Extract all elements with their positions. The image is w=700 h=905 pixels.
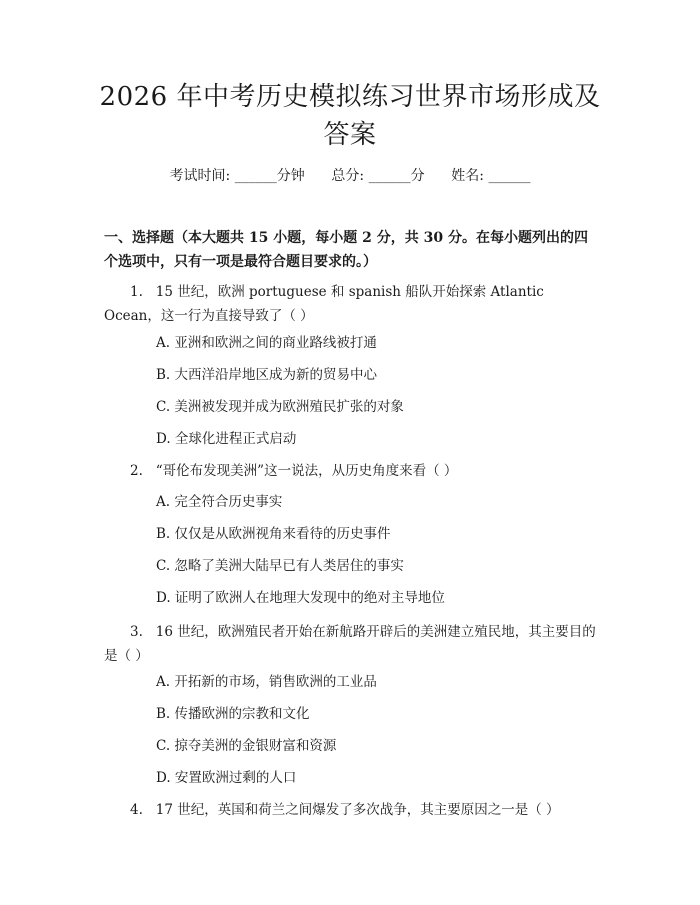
question-2-option-a: A. 完全符合历史事实 [156,494,283,510]
question-stem: 15 世纪，欧洲 portuguese 和 spanish 船队开始探索 Atlantic Ocean，这一行为直接导致了（ ） [104,284,544,324]
question-stem: 16 世纪，欧洲殖民者开始在新航路开辟后的美洲建立殖民地，其主要目的是（ ） [104,624,596,664]
question-1-option-a: A. 亚洲和欧洲之间的商业路线被打通 [156,335,377,351]
question-4 [130,798,560,822]
exam-time-unit: 分钟 [276,168,305,184]
exam-info-line [0,166,700,186]
question-3-option-b: B. 传播欧洲的宗教和文化 [156,706,310,722]
question-2 [130,459,457,483]
exam-time-label: 考试时间: [169,168,231,184]
question-1 [104,280,600,328]
question-3-option-a: A. 开拓新的市场，销售欧洲的工业品 [156,674,377,690]
question-3 [104,620,600,668]
question-3-option-d: D. 安置欧洲过剩的人口 [156,770,297,786]
name-blank: ______ [488,168,531,184]
question-2-option-b: B. 仅仅是从欧洲视角来看待的历史事件 [156,526,391,542]
question-number: 3. [130,624,143,640]
name-label: 姓名: [451,168,484,184]
question-1-option-d: D. 全球化进程正式启动 [156,431,297,447]
question-number: 2. [130,463,143,479]
total-score-blank: ______ [368,168,411,184]
question-1-option-c: C. 美洲被发现并成为欧洲殖民扩张的对象 [156,399,404,415]
question-2-option-d: D. 证明了欧洲人在地理大发现中的绝对主导地位 [156,590,445,606]
question-3-option-c: C. 掠夺美洲的金银财富和资源 [156,738,337,754]
exam-time-blank: ______ [234,168,277,184]
question-1-option-b: B. 大西洋沿岸地区成为新的贸易中心 [156,367,378,383]
document-title: 2026 年中考历史模拟练习世界市场形成及答案 [99,82,601,150]
question-stem: 17 世纪，英国和荷兰之间爆发了多次战争，其主要原因之一是（ ） [155,802,560,818]
question-2-option-c: C. 忽略了美洲大陆早已有人类居住的事实 [156,558,404,574]
question-number: 1. [130,284,143,300]
question-stem: “哥伦布发现美洲”这一说法，从历史角度来看（ ） [155,463,458,479]
total-score-unit: 分 [410,168,425,184]
total-score-label: 总分: [331,168,365,184]
section-heading: 一、选择题（本大题共 15 小题，每小题 2 分，共 30 分。在每小题列出的四个选项中，只有一项是最符合题目要求的。） [104,230,588,270]
question-number: 4. [130,802,143,818]
